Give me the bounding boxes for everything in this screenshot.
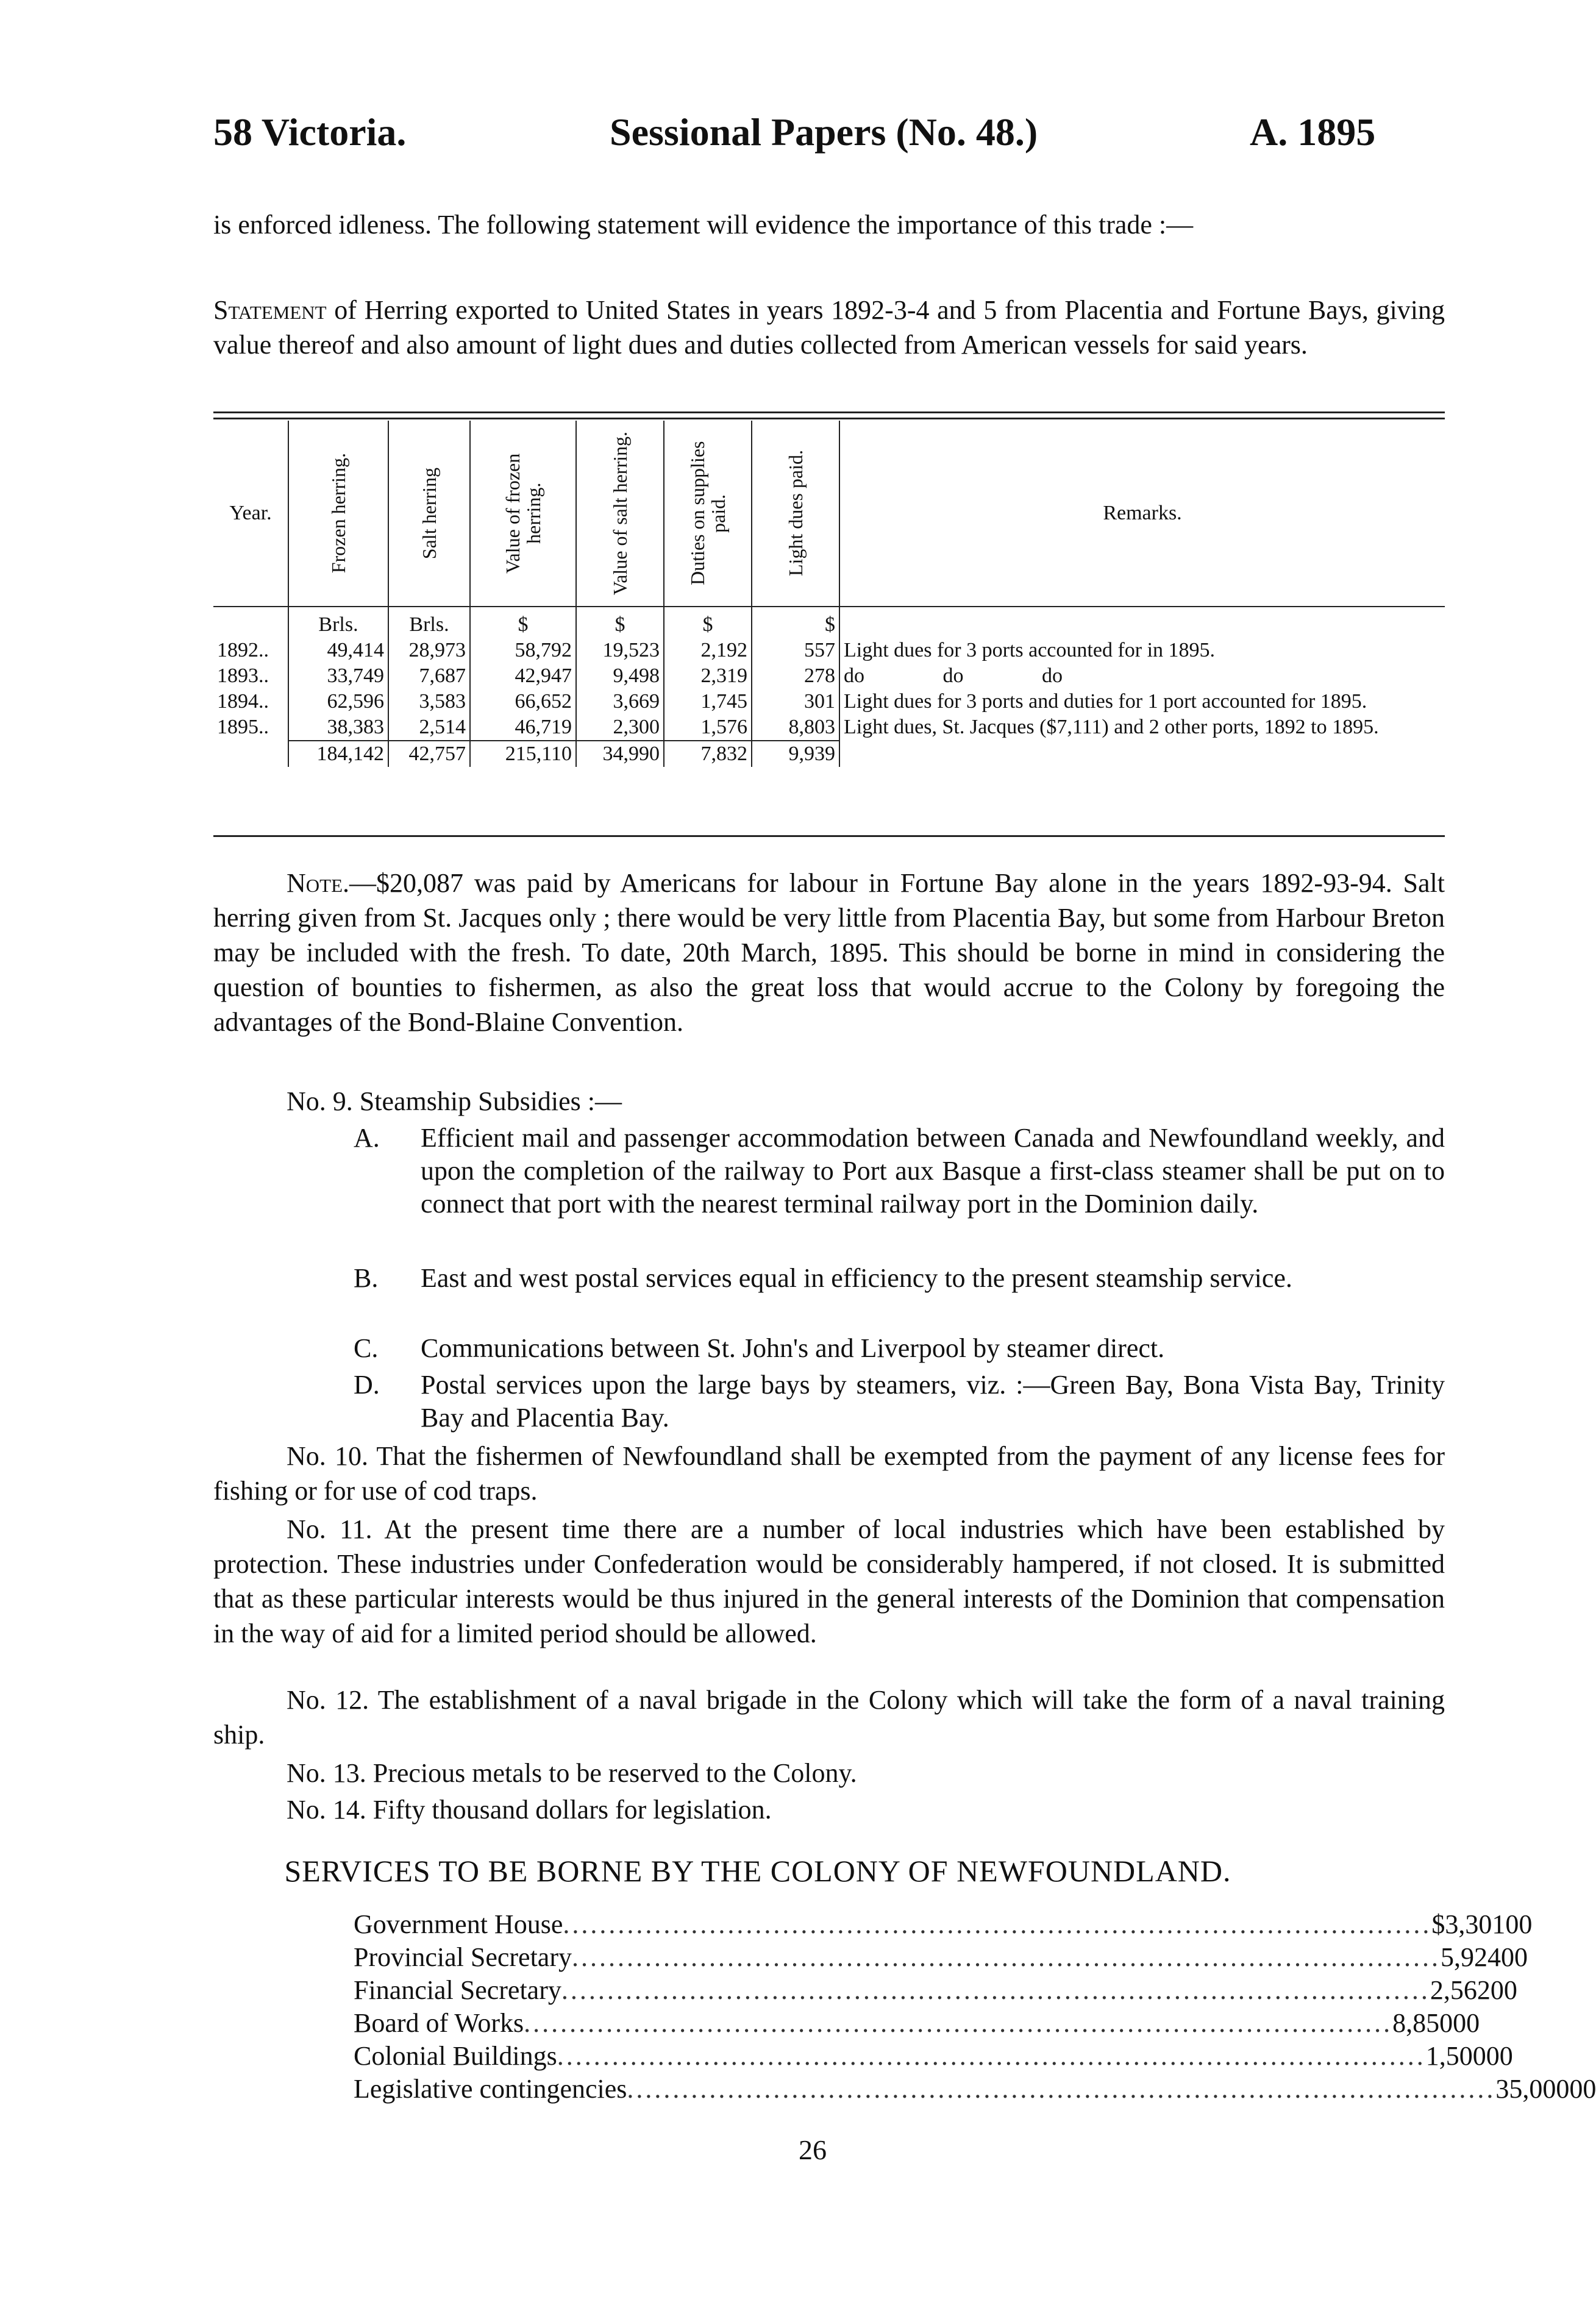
services-title: SERVICES TO BE BORNE BY THE COLONY OF NEWFOUNDLAND. — [284, 1854, 1231, 1888]
col-salt: Salt herring — [388, 421, 470, 607]
table-row: 1894.. 62,596 3,583 66,652 3,669 1,745 301 Light dues for 3 ports and duties for 1 port accounted for 1895. — [213, 689, 1445, 714]
statement-lead: Statement — [213, 295, 327, 325]
no9-item-d: Postal services upon the large bays by steamers, viz. :—Green Bay, Bona Vista Bay, Trinity Bay and Placentia Bay. — [421, 1370, 1445, 1433]
table-bottom-rule — [213, 835, 1445, 837]
units-row: Brls. Brls. $ $ $ $ — [213, 607, 1445, 638]
table-header-row — [213, 421, 1445, 607]
note-lead: Note. — [287, 868, 350, 898]
header-year: A. 1895 — [1250, 110, 1376, 154]
list-item: Legislative contingencies ............................................................................................... 35,000 00 — [354, 2074, 1596, 2104]
herring-export-table — [213, 421, 1445, 767]
col-duties: Duties on supplies paid. — [664, 421, 752, 607]
no9-item-b: East and west postal services equal in efficiency to the present steamship service. — [421, 1263, 1292, 1293]
services-list — [354, 1908, 1596, 2106]
table-row: 1893.. 33,749 7,687 42,947 9,498 2,319 278 do do do — [213, 663, 1445, 689]
table-top-rule-2 — [213, 418, 1445, 419]
col-value-salt: Value of salt herring. — [576, 421, 664, 607]
statement-text: of Herring exported to United States in years 1892-3-4 and 5 from Placentia and Fortune Bays, giving value thereof and also amount of light dues and duties collected from American vessels for said years. — [213, 295, 1445, 360]
note-text: —$20,087 was paid by Americans for labour in Fortune Bay alone in the years 1892-93-94. Salt herring given from St. Jacques only ; there would be very little from Placentia Bay, but some from Harbour Breton may be included with the fresh. To date, 20th March, 1895. This should be borne in mind in considering the question of bounties to fishermen, as also the great loss that would accrue to the Colony by foregoing the advantages of the Bond-Blaine Convention. — [213, 868, 1445, 1037]
list-item: Government House ............................................................................................... $ 3,301 00 — [354, 1909, 1533, 1939]
table-row: 1895.. 38,383 2,514 46,719 2,300 1,576 8,803 Light dues, St. Jacques ($7,111) and 2 other ports, 1892 to 1895. — [213, 714, 1445, 741]
no11-paragraph: No. 11. At the present time there are a number of local industries which have been established by protection. These industries under Confederation would be considerably hampered, if not closed. It is submitted that as these particular interests would be thus injured in the general interests of the Dominion that compensation in the way of aid for a limited period should be allowed. — [213, 1514, 1445, 1648]
col-remarks: Remarks. — [839, 421, 1445, 607]
no14-paragraph: No. 14. Fifty thousand dollars for legislation. — [287, 1795, 772, 1825]
no9-item-c-letter: C. — [354, 1333, 379, 1363]
no10-paragraph: No. 10. That the fishermen of Newfoundland shall be exempted from the payment of any license fees for fishing or for use of cod traps. — [213, 1441, 1445, 1506]
statement-caption — [213, 293, 1445, 362]
table-top-rule — [213, 411, 1445, 413]
note-paragraph — [213, 866, 1445, 1039]
no9-item-a-letter: A. — [354, 1123, 380, 1153]
no9-item-d-letter: D. — [354, 1370, 380, 1400]
table-row: 1892.. 49,414 28,973 58,792 19,523 2,192 557 Light dues for 3 ports accounted for in 1895. — [213, 638, 1445, 663]
no9-item-b-letter: B. — [354, 1263, 379, 1293]
intro-paragraph: is enforced idleness. The following statement will evidence the importance of this trade :— — [213, 210, 1194, 240]
no13-paragraph: No. 13. Precious metals to be reserved to the Colony. — [287, 1758, 857, 1788]
list-item: Provincial Secretary ............................................................................................... 5,924 00 — [354, 1942, 1528, 1972]
no12-paragraph: No. 12. The establishment of a naval brigade in the Colony which will take the form of a naval training ship. — [213, 1685, 1445, 1750]
header-session: 58 Victoria. — [213, 110, 407, 154]
col-light: Light dues paid. — [752, 421, 839, 607]
totals-row: 184,142 42,757 215,110 34,990 7,832 9,939 — [213, 741, 1445, 767]
col-value-frozen: Value of frozen herring. — [470, 421, 576, 607]
no9-title: No. 9. Steamship Subsidies :— — [287, 1086, 622, 1116]
list-item: Financial Secretary ............................................................................................... 2,562 00 — [354, 1975, 1517, 2005]
no9-item-c: Communications between St. John's and Liverpool by steamer direct. — [421, 1333, 1165, 1363]
header-title: Sessional Papers (No. 48.) — [610, 110, 1038, 154]
col-year: Year. — [229, 502, 272, 524]
no9-item-a: Efficient mail and passenger accommodation between Canada and Newfoundland weekly, and upon the completion of the railway to Port aux Basque a first-class steamer shall be put on to connect that port with the nearest terminal railway port in the Dominion daily. — [421, 1123, 1445, 1219]
list-item: Board of Works ............................................................................................... 8,850 00 — [354, 2008, 1480, 2038]
col-frozen: Frozen herring. — [288, 421, 388, 607]
list-item: Colonial Buildings ............................................................................................... 1,500 00 — [354, 2041, 1513, 2071]
page-number: 26 — [799, 2134, 827, 2165]
